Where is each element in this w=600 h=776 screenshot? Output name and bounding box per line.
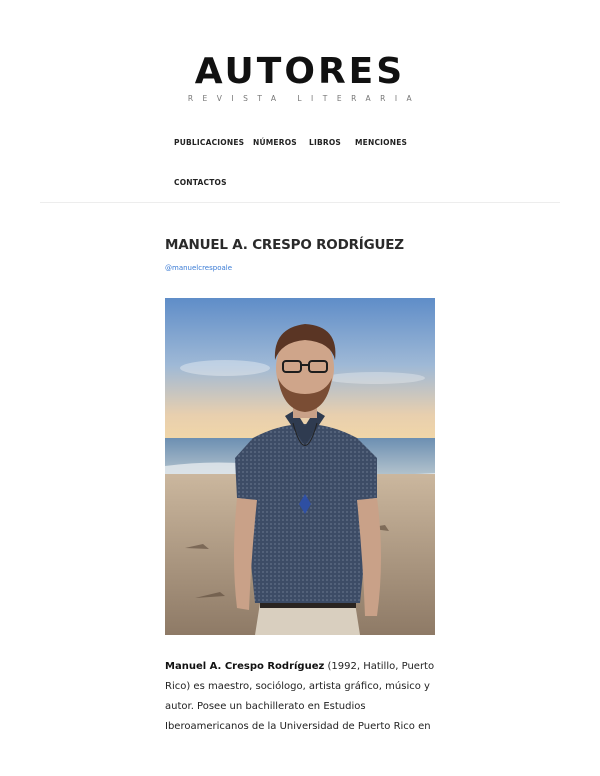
author-bio: [165, 657, 440, 737]
nav-item-contactos[interactable]: CONTACTOS: [174, 178, 227, 187]
header-divider: [40, 202, 560, 203]
bio-author-name: Manuel A. Crespo Rodríguez: [165, 661, 325, 672]
nav-item-libros[interactable]: LIBROS: [309, 138, 342, 147]
nav-item-publicaciones[interactable]: PUBLICACIONES: [174, 138, 245, 147]
nav-item-menciones[interactable]: MENCIONES: [355, 138, 408, 147]
bio-text: (1992, Hatillo, Puerto Rico) es maestro, sociólogo, artista gráfico, músico y autor. Posee un bachillerato en Estudios Iberoamericanos de la Universidad de Puerto Rico en: [165, 661, 435, 732]
author-photo: [165, 298, 435, 635]
logo-title: AUTORES: [194, 51, 406, 92]
site-logo[interactable]: [0, 52, 600, 103]
logo-subtitle: REVISTA LITERARIA: [187, 94, 422, 103]
author-handle-link[interactable]: @manuelcrespoale: [165, 264, 233, 272]
page-title: MANUEL A. CRESPO RODRÍGUEZ: [165, 237, 404, 253]
nav-item-numeros[interactable]: NÚMEROS: [253, 138, 297, 147]
